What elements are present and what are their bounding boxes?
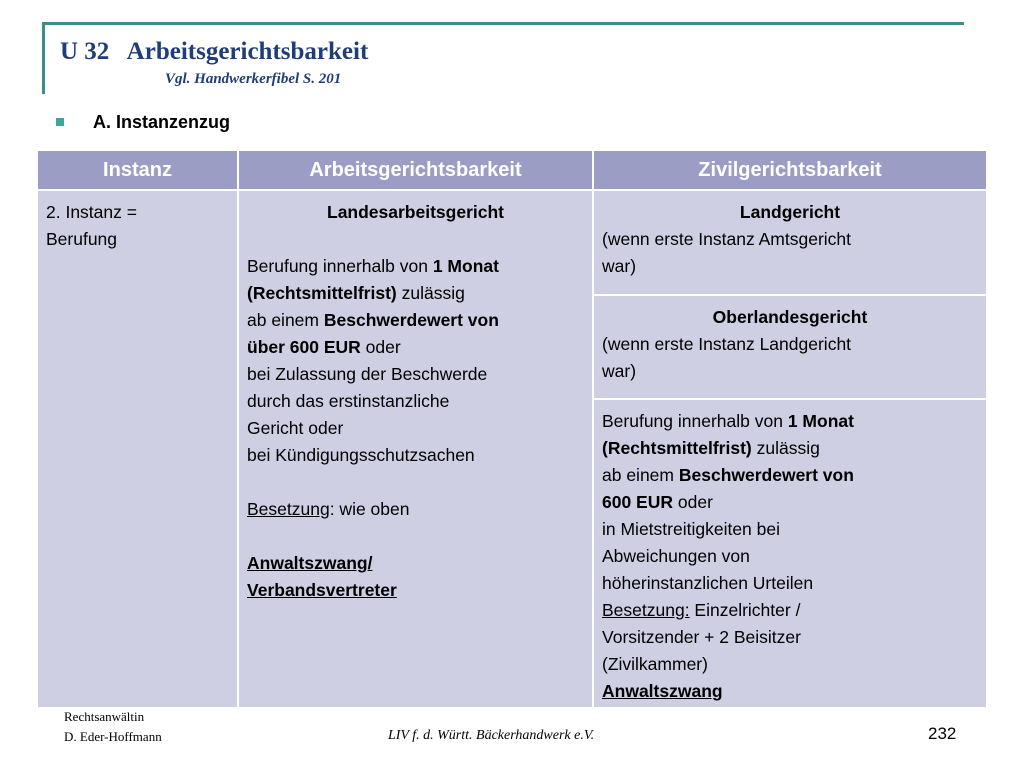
cell-zivil-berufung	[593, 399, 987, 708]
court-oberlandesgericht: Oberlandesgericht	[712, 307, 868, 327]
cell-instanz	[37, 190, 238, 708]
arbeit-text: durch das erstinstanzliche	[247, 391, 450, 411]
arbeit-verbandsvertreter: Verbandsvertreter	[247, 580, 397, 600]
court-landgericht: Landgericht	[739, 202, 841, 222]
zivil-text: ab einem	[602, 465, 679, 485]
page-title: U 32 Arbeitsgerichtsbarkeit	[60, 38, 369, 65]
arbeit-text: oder	[360, 337, 401, 357]
table-header-row	[37, 150, 987, 190]
cell-arbeitsgerichtsbarkeit	[238, 190, 593, 708]
bullet-square-icon	[56, 118, 64, 126]
cell-landgericht	[593, 190, 987, 295]
zivil-text: (Rechtsmittelfrist)	[602, 438, 752, 458]
zivil-text: Berufung innerhalb von	[602, 411, 788, 431]
arbeit-anwaltszwang: Anwaltszwang	[247, 553, 368, 573]
instanz-line2: Berufung	[46, 229, 118, 249]
zivil-text: in Mietstreitigkeiten bei	[602, 519, 780, 539]
zivil-text: zulässig	[751, 438, 820, 458]
olg-note: (wenn erste Instanz Landgericht	[602, 334, 852, 354]
arbeit-text: Beschwerdewert von	[323, 310, 499, 330]
landgericht-note: (wenn erste Instanz Amtsgericht	[602, 229, 851, 249]
header-arbeitsgerichtsbarkeit: Arbeitsgerichtsbarkeit	[238, 150, 593, 190]
zivil-text: 600 EUR	[602, 492, 674, 512]
footer-author	[64, 707, 162, 747]
arbeit-text: zulässig	[396, 283, 465, 303]
footer-author-line1: Rechtsanwältin	[64, 709, 145, 724]
arbeit-text: Berufung innerhalb von	[247, 256, 433, 276]
arbeit-text: bei Zulassung der Beschwerde	[247, 364, 488, 384]
zivil-besetzung-label: Besetzung:	[602, 600, 690, 620]
table-row	[37, 190, 987, 295]
court-landesarbeitsgericht: Landesarbeitsgericht	[327, 202, 504, 222]
zivil-text: oder	[673, 492, 713, 512]
landgericht-note: war)	[602, 256, 637, 276]
zivil-besetzung-value: Einzelrichter /	[689, 600, 801, 620]
arbeit-text: 1 Monat	[432, 256, 499, 276]
arbeit-text: bei Kündigungsschutzsachen	[247, 445, 475, 465]
arbeit-text: Gericht oder	[247, 418, 344, 438]
zivil-anwaltszwang: Anwaltszwang	[602, 681, 723, 701]
arbeit-text: (Rechtsmittelfrist)	[247, 283, 397, 303]
zivil-text: Vorsitzender + 2 Beisitzer	[602, 627, 801, 647]
instanz-line1: 2. Instanz =	[46, 202, 137, 222]
arbeit-besetzung-label: Besetzung	[247, 499, 330, 519]
zivil-text: 1 Monat	[787, 411, 854, 431]
section-label: A. Instanzenzug	[93, 112, 231, 132]
cell-oberlandesgericht	[593, 295, 987, 399]
zivil-text: (Zivilkammer)	[602, 654, 708, 674]
arbeit-separator: /	[367, 553, 373, 573]
arbeit-besetzung-value: : wie oben	[329, 499, 410, 519]
zivil-text: Abweichungen von	[602, 546, 750, 566]
header-zivilgerichtsbarkeit: Zivilgerichtsbarkeit	[593, 150, 987, 190]
footer-author-line2: D. Eder-Hoffmann	[64, 729, 162, 744]
arbeit-text: ab einem	[247, 310, 324, 330]
page-subtitle: Vgl. Handwerkerfibel S. 201	[165, 71, 342, 87]
zivil-text: höherinstanzlichen Urteilen	[602, 573, 814, 593]
instanzenzug-table	[36, 149, 988, 709]
olg-note: war)	[602, 361, 637, 381]
header-instanz: Instanz	[37, 150, 238, 190]
arbeit-text: über 600 EUR	[247, 337, 361, 357]
title-frame-left	[42, 22, 45, 94]
title-frame-top	[42, 22, 964, 25]
page-number: 232	[928, 724, 957, 743]
footer-organization: LIV f. d. Württ. Bäckerhandwerk e.V.	[388, 728, 595, 743]
zivil-text: Beschwerdewert von	[678, 465, 854, 485]
